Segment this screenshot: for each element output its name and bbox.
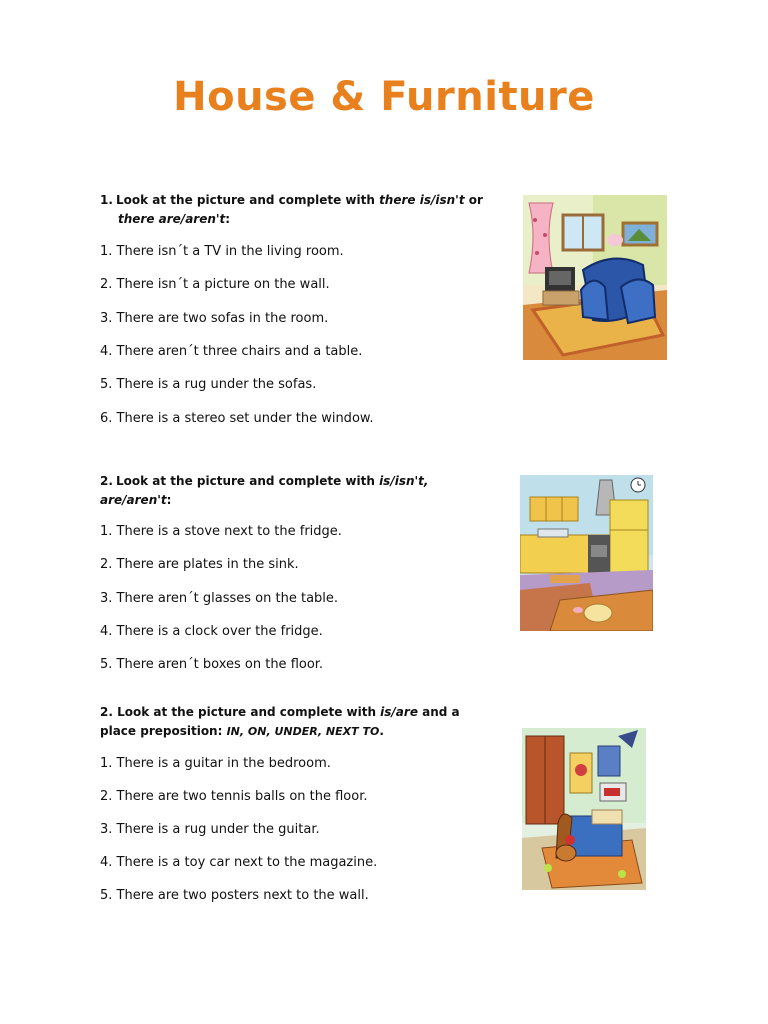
section3-item-1: 1. There is a guitar in the bedroom. [100, 756, 331, 771]
section3-instruction [100, 703, 520, 741]
section3-em1: is/are [380, 705, 418, 719]
section2-item-3: 3. There aren´t glasses on the table. [100, 591, 339, 606]
section3-item-5: 5. There are two posters next to the wall. [100, 888, 369, 903]
section2-instruction [100, 472, 520, 510]
section3-suffix: . [379, 724, 384, 738]
section3-line2: place preposition: [100, 724, 227, 738]
section2-suffix: : [166, 493, 172, 507]
section1-em1: there is/isn't [379, 193, 465, 207]
section3-em2: IN, ON, UNDER, NEXT TO [226, 725, 380, 738]
section3-mid: and a [417, 705, 460, 719]
section2-em1: is/isn't, [379, 474, 429, 488]
section2-number: 2. [100, 474, 113, 488]
section3-item-4: 4. There is a toy car next to the magazine. [100, 855, 378, 870]
section2-prefix: Look at the picture and complete with [116, 474, 380, 488]
section1-item-3: 3. There are two sofas in the room. [100, 311, 329, 326]
section1-item-5: 5. There is a rug under the sofas. [100, 377, 317, 392]
section1-item-2: 2. There isn´t a picture on the wall. [100, 277, 330, 292]
section2-item-1: 1. There is a stove next to the fridge. [100, 524, 342, 539]
section3-prefix: Look at the picture and complete with [117, 705, 381, 719]
section1-number: 1. [100, 193, 113, 207]
section3-item-2: 2. There are two tennis balls on the floor. [100, 789, 368, 804]
kitchen-image [520, 475, 653, 631]
section1-prefix: Look at the picture and complete with [116, 193, 380, 207]
living-room-image [523, 195, 667, 360]
section1-item-1: 1. There isn´t a TV in the living room. [100, 244, 344, 259]
page-title: House & Furniture [173, 74, 595, 120]
bedroom-image [522, 728, 646, 890]
section2-item-4: 4. There is a clock over the fridge. [100, 624, 323, 639]
section2-item-2: 2. There are plates in the sink. [100, 557, 299, 572]
section1-em2: there are/aren't [118, 212, 226, 226]
section1-mid: or [464, 193, 483, 207]
section1-instruction [100, 191, 520, 229]
section3-item-3: 3. There is a rug under the guitar. [100, 822, 320, 837]
section3-number: 2. [100, 705, 113, 719]
section1-item-6: 6. There is a stereo set under the window. [100, 411, 374, 426]
section1-suffix: : [225, 212, 231, 226]
section1-item-4: 4. There aren´t three chairs and a table. [100, 344, 363, 359]
section2-em2: are/aren't [100, 493, 167, 507]
section2-item-5: 5. There aren´t boxes on the floor. [100, 657, 324, 672]
